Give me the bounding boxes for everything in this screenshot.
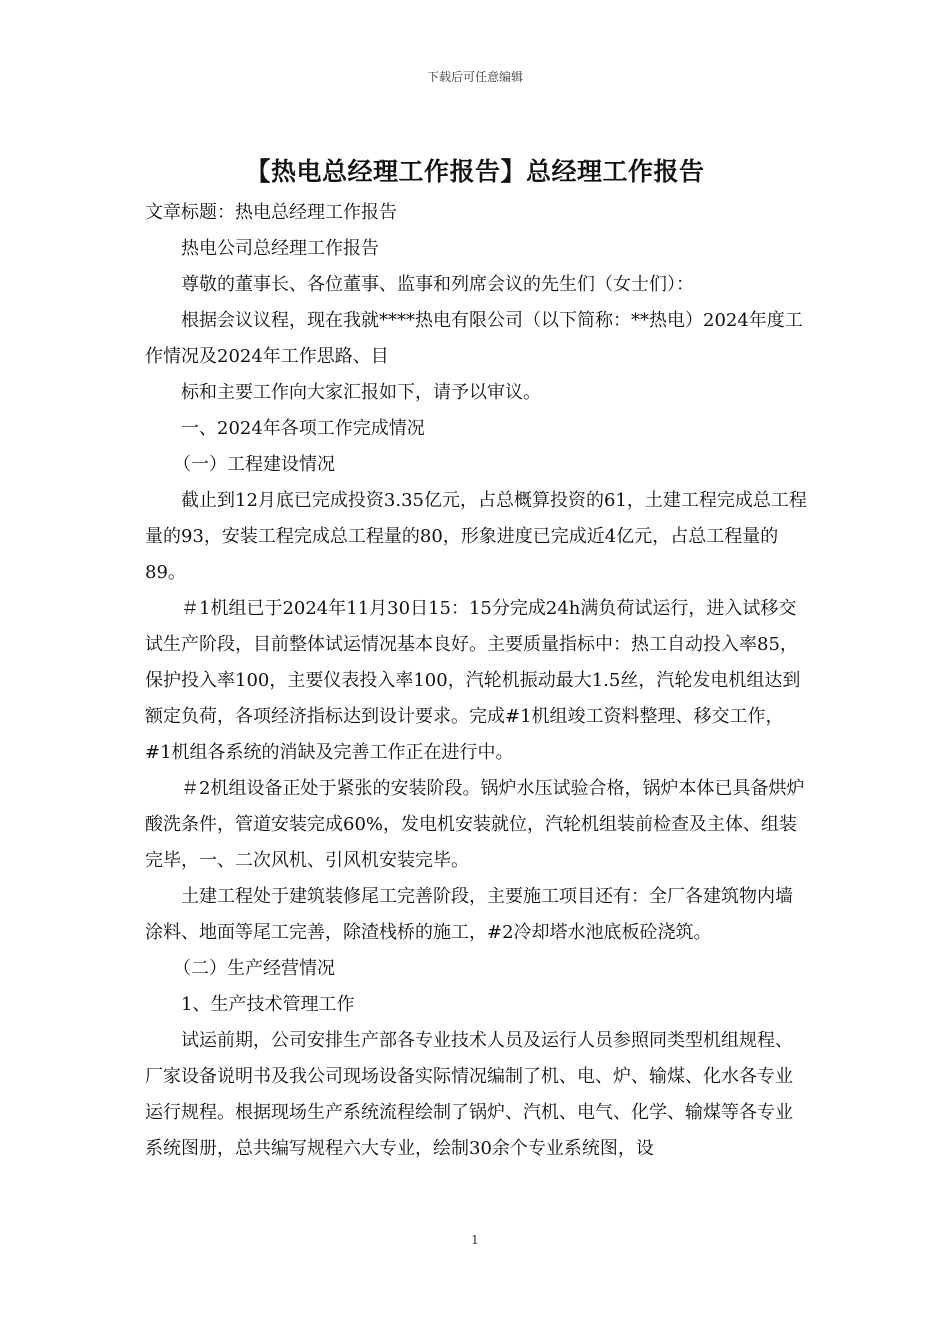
paragraph-intro-continued: 标和主要工作向大家汇报如下，请予以审议。 [181, 382, 541, 403]
section-heading-1: 一、2024年各项工作完成情况 [181, 418, 425, 439]
paragraph-salutation: 尊敬的董事长、各位董事、监事和列席会议的先生们（女士们）： [181, 274, 694, 295]
document-title: 【热电总经理工作报告】总经理工作报告 [245, 157, 705, 186]
paragraph-intro: 根据会议议程，现在我就****热电有限公司（以下简称：**热电）2024年度工作情况及2024年工作思路、目 [145, 310, 803, 367]
subsection-heading-construction: （一）工程建设情况 [173, 454, 335, 475]
paragraph-trial-run: 试运前期，公司安排生产部各专业技术人员及运行人员参照同类型机组规程、厂家设备说明书及我公司现场设备实际情况编制了机、电、炉、输煤、化水各专业运行规程。根据现场生产系统流程绘制了锅炉、汽机、电气、化学、输煤等各专业系统图册，总共编写规程六大专业，绘制30余个专业系统图，设 [145, 1030, 793, 1159]
document-body [145, 195, 809, 1167]
paragraph-unit-1: ＃1机组已于2024年11月30日15：15分完成24h满负荷试运行，进入试移交试生产阶段，目前整体试运情况基本良好。主要质量指标中：热工自动投入率85，保护投入率100，主要仪表投入率100，汽轮机振动最大1.5丝，汽轮发电机组达到额定负荷，各项经济指标达到设计要求。完成#1机组竣工资料整理、移交工作，#1机组各系统的消缺及完善工作正在进行中。 [145, 598, 801, 763]
paragraph-article-title: 文章标题：热电总经理工作报告 [145, 202, 397, 223]
item-heading-tech-management: 1、生产技术管理工作 [181, 994, 355, 1015]
paragraph-report-name: 热电公司总经理工作报告 [181, 238, 379, 259]
header-note: 下载后可任意编辑 [426, 70, 523, 84]
paragraph-civil-works: 土建工程处于建筑装修尾工完善阶段，主要施工项目还有：全厂各建筑物内墙涂料、地面等尾工完善，除渣栈桥的施工，#2冷却塔水池底板砼浇筑。 [145, 886, 793, 943]
page-number: 1 [471, 1233, 479, 1247]
paragraph-unit-2: ＃2机组设备正处于紧张的安装阶段。锅炉水压试验合格，锅炉本体已具备烘炉酸洗条件，管道安装完成60%，发电机安装就位，汽轮机组装前检查及主体、组装完毕，一、二次风机、引风机安装完毕。 [145, 778, 805, 871]
subsection-heading-operations: （二）生产经营情况 [173, 958, 335, 979]
paragraph-investment: 截止到12月底已完成投资3.35亿元，占总概算投资的61，土建工程完成总工程量的93，安装工程完成总工程量的80，形象进度已完成近4亿元，占总工程量的89。 [145, 490, 807, 583]
